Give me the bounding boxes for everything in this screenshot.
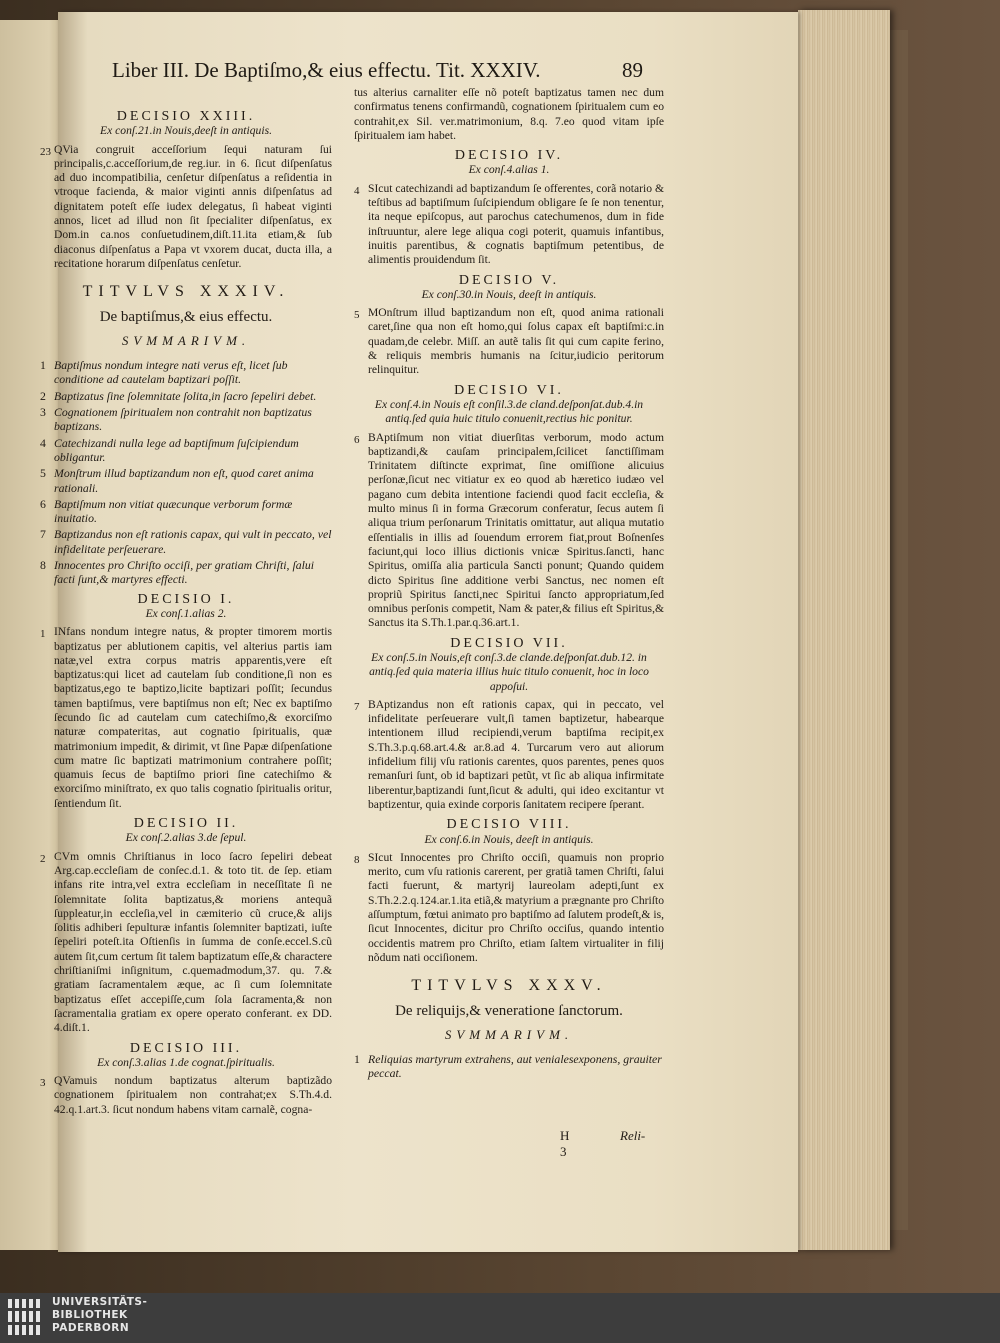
decisio-source: Ex conſ.1.alias 2. <box>145 606 227 620</box>
item-number: 7 <box>40 527 46 542</box>
margin-number: 6 <box>354 433 360 446</box>
decisio-source: Ex conſ.6.in Nouis, deeſt in antiquis. <box>424 832 594 846</box>
margin-number: 3 <box>40 1077 46 1090</box>
library-line-3: PADERBORN <box>52 1322 130 1334</box>
item-text: Baptizandus non eſt rationis capax, qui vult in peccato, vel infidelitate perſeuerare. <box>54 527 332 556</box>
catchword: Reli- <box>620 1128 646 1143</box>
item-number: 8 <box>40 558 46 573</box>
item-number: 1 <box>40 358 46 373</box>
item-number: 5 <box>40 466 46 481</box>
summarium-item <box>40 558 332 587</box>
decisio-paragraph <box>354 306 664 377</box>
item-number: 2 <box>40 388 46 403</box>
decisio-heading: DECISIO I. <box>137 591 235 607</box>
decisio-paragraph <box>40 1074 332 1117</box>
signature-mark: H 3 <box>560 1128 570 1159</box>
margin-number: 7 <box>354 700 360 713</box>
decisio-heading: DECISIO II. <box>133 816 239 832</box>
summarium-item <box>40 389 332 403</box>
running-header <box>112 58 652 83</box>
page-number: 89 <box>622 58 643 82</box>
decisio-source: Ex conſ.21.in Nouis,deeſt in antiquis. <box>100 124 272 138</box>
titulus-subtitle: De reliquijs,& veneratione ſanctorum. <box>395 1002 623 1019</box>
item-number: 6 <box>40 496 46 511</box>
summarium-item <box>40 358 332 387</box>
decisio-text: QVamuis nondum baptizatus alterum baptizãdo cognationem ſpiritualem non contrahat;ex S.Th.4.d. 42.q.1.art.3. ſicut nondum habens vitam carnalẽ, cogna- <box>54 1074 332 1116</box>
right-column <box>354 86 664 1083</box>
decisio-paragraph <box>354 851 664 965</box>
decisio-heading: DECISIO III. <box>129 1040 243 1056</box>
library-line-1: UNIVERSITÄTS- <box>52 1296 148 1308</box>
decisio-paragraph <box>40 850 332 1036</box>
decisio-text: SIcut catechizandi ad baptizandum ſe offerentes, corã notario & teſtibus ad baptiſmum ſuſcipiendum obligare ſe ſe non tenentur, ita neque epiſcopus, aut parochus catechumenos, dum in fide inſtruuntur, alere lege aliqua cogi poterit, quamuis infantibus, inuitis parentibus, & cognatis baptiſmum petentibus, de alimentis prouidendum ſit. <box>368 181 664 267</box>
item-number: 4 <box>40 435 46 450</box>
decisio-text: INfans nondum integre natus, & propter timorem mortis baptizatus per ablutionem capitis, vel alterius partis iam natæ,vel extra corpus matris apparentis,vere eſt baptizatus:qui licet ad cautelam ſub conditione,ſi non es baptizatus,ego te baptizo,licite baptizari poſſit; ſecundus tamen baptiſmus, vere baptiſmus non eſt; Nec ex baptiſmo ſecundo ſic ad cautelam cum catechiſmo,& exorciſmo naturæ compateritas, aut cognatio ſpiritualis, quæ matrimonium impedit, & dirimit, vt ſine Papæ diſpenſatione cum matre ſic baptizati matrimonium contrahere poſſit; quamuis ſecus de baptiſmo priori ſine catechiſmo & exorciſmo miniſtrato, ex quo talis cognatio ſpiritualis oritur, ſentiendum ſit. <box>54 625 332 810</box>
decisio-source: Ex conſ.2.alias 3.de ſepul. <box>125 831 247 845</box>
decisio-paragraph <box>40 625 332 811</box>
decisio-text: CVm omnis Chriſtianus in loco ſacro ſepeliri debeat Arg.cap.eccleſiam de conſec.d.1. & toto tit. de ſep. etiam infans rite intra,vel extra eccleſiam in neceſſitate ſi ne ſolemnitate ſolita baptizatus,& moriens antequã ſuppleatur,in eccleſia,vel in cæmiterio cũ cruce,& alijs ſolitis adhiberi ſepulturæ infantis ſolemniter baptizati, iuſte ſepeliri poteſt.ita Oſtienſis in ſumma de conſe.eccel.S.cũ autem ſit,cum certum ſit talem baptizatum eſſe,& characterе chriſtianiſmi inſignitum, c.quemadmodum,37. qu. 7.& gratiam ſacramentalem æque, ac ſi cum ſolemnitate baptizatus eſſet accepiſſe,cum ſola ſacramenta,& non ſacramentalia gratiam ex opere operato conferant. ex DD. 4.diſt.1. <box>54 849 332 1035</box>
summarium-item <box>354 1052 664 1081</box>
summarium-item <box>40 527 332 556</box>
decisio-source: Ex conſ.5.in Nouis,eſt conſ.3.de clande.deſponſat.dub.12. in antiq.ſed quia materia illius huic titulo conuenit, hoc in loco appoſui. <box>369 650 649 693</box>
decisio-heading: DECISIO IV. <box>454 148 564 164</box>
library-footer-bar <box>0 1293 1000 1343</box>
decisio-source: Ex conſ.4.alias 1. <box>468 163 550 177</box>
summarium-item <box>40 466 332 495</box>
summarium-item <box>40 436 332 465</box>
summarium-heading: SVMMARIVM. <box>121 332 251 348</box>
item-text: Innocentes pro Chriſto occiſi, per gratiam Chriſti, ſalui facti ſunt,& martyres effecti. <box>54 558 315 587</box>
decisio-heading: DECISIO VIII. <box>446 817 572 833</box>
library-logo-icon <box>6 1296 46 1338</box>
summarium-heading: SVMMARIVM. <box>444 1026 574 1042</box>
continuation-text: tus alterius carnaliter eſſe nõ poteſt baptizatus tamen nec dum confirmatus tenens confirmandũ, cognationem ſpiritualem cum eo contrahit,ex Sil. ver.matrimonium, 8.q. 7.eo quod vitam ipſe ſpiritualem iam habet. <box>354 86 664 142</box>
decisio-paragraph <box>354 431 664 631</box>
margin-number: 4 <box>354 184 360 197</box>
item-text: Cognationem ſpiritualem non contrahit non baptizatus baptizans. <box>54 405 312 434</box>
margin-number: 2 <box>40 852 46 865</box>
margin-number: 8 <box>354 853 360 866</box>
summarium-item <box>40 405 332 434</box>
decisio-heading: DECISIO VI. <box>454 382 564 398</box>
decisio-text: MOnſtrum illud baptizandum non eſt, quod anima rationali caret,ſine qua non eſt homo,qui ſolus capax eſt baptiſmi:c.in quadam,de celebr. Miſſ. an autẽ talis ſit qui cum capite ferino, & reliquis membris humanis na ſcitur,iudicio peritorum relinquitur. <box>368 306 664 377</box>
decisio-text: BAptizandus non eſt rationis capax, qui in peccato, vel infidelitate perſeuerare vult,ſi tamen baptizetur, habearque intentionem illud recipiendi,verum baptiſma recipit,ex S.Th.3.p.q.68.art.4.& ar.8.ad 4. Turcarum vero aut aliorum infidelium filij vſu rationis carentes, quos parentes, penes quos remanſuri ſunt, ob id baptizari petũt, vt ſic ab aliqua infirmitate liberentur,baptizandi ſunt,ſicut & adulti, qui ideo excitantur vt baptizentur, quia exinde corporis ſanitatem recipere ſperant. <box>368 697 664 811</box>
decisio-heading: DECISIO XXIII. <box>116 109 256 124</box>
item-text: Reliquias martyrum extrahens, aut venialesexponens, grauiter peccat. <box>368 1052 662 1081</box>
item-number: 3 <box>40 405 46 420</box>
decisio-paragraph <box>40 143 332 272</box>
page-edges <box>798 10 890 1250</box>
margin-number: 1 <box>40 628 46 641</box>
item-text: Monſtrum illud baptizandum non eſt, quod caret anima rationali. <box>54 466 314 495</box>
item-text: Baptizatus ſine ſolemnitate ſolita,in ſacro ſepeliri debet. <box>54 388 317 403</box>
titulus-heading: TITVLVS XXXIV. <box>82 283 290 301</box>
left-column <box>40 104 332 1123</box>
decisio-source: Ex conſ.4.in Nouis eſt conſil.3.de cland.deſponſat.dub.4.in antiq.ſed quia huic titulo conuenit,rectius hic ponitur. <box>374 397 644 426</box>
decisio-text: SIcut Innocentes pro Chriſto occiſi, quamuis non proprio merito, cum vſu rationis carerent, per gratiã tamen Chriſti, ſalui facti fuerunt, & martyrij laureolam adepti,ſunt ex S.Th.2.2.q.124.ar.1.ita etiã,& matyrium a prægnante pro Chriſto aſſumptum, fœtui animato pro baptiſmo ad ſalutem prodeſt,& is, ſicut Innocentes, dicitur pro Chriſto occiſus, quando intentio occidentis matrem pro Chriſto, etiam ſaltem virtualiter in filij nõdum nati occiſionem. <box>368 850 664 964</box>
decisio-source: Ex conſ.30.in Nouis, deeſt in antiquis. <box>421 287 597 301</box>
library-line-2: BIBLIOTHEK <box>52 1309 128 1321</box>
margin-number: 5 <box>354 309 360 322</box>
item-text: Catechizandi nulla lege ad baptiſmum ſuſcipiendum obligantur. <box>54 435 299 464</box>
item-text: Baptiſmus nondum integre nati verus eſt, licet ſub conditione ad cautelam baptizari poſſit. <box>54 358 288 387</box>
decisio-text: QVia congruit acceſſorium ſequi naturam ſui principalis,c.acceſſorium,de reg.iur. in 6. ſicut diſpenſatus ad duo incompatibilia, cenſetur diſpenſatus a reſidentia in vtroque facienda, & maior viginti annis diſpenſatus ad dignitatem poteſt eſſe iudex delegatus, ſi habeat viginti annos, licet ad illud non ſit ſpecialiter diſpenſatus, ex Dom.in ca.nos conſuetudinem,diſt.11.ita etiam,& ſub diaconus diſpenſatus a Papa vt vxorem ducat, ducta illa, a recitatione horarum diſpenſatus cenſetur. <box>54 142 332 270</box>
decisio-heading: DECISIO V. <box>458 272 560 288</box>
margin-number: 23 <box>40 145 51 158</box>
running-title: Liber III. De Baptiſmo,& eius effectu. Tit. XXXIV. <box>112 58 541 82</box>
decisio-paragraph <box>354 182 664 268</box>
library-name <box>52 1296 147 1335</box>
decisio-source: Ex conſ.3.alias 1.de cognat.ſpiritualis. <box>97 1055 275 1069</box>
decisio-text: BAptiſmum non vitiat diuerſitas verborum, modo actum baptizandi,& cauſam principalem,ſcilicet ſanctiſſimam Trinitatem diſtincte exprimat, ſine omiſſione alicuius perſonæ,ſicut nec vitiatur ex eo quod ab hæretico iudæo vel pagano cum debita intentione faciendi quod facit eccleſia, & multo minus ſi in forma Græcorum conferatur, ſecus autem ſi aliqua trium perſonarum Trinitatis omittatur, aut aliqua mutatio eſſentialis in illis ad ſouendum errorem fiat,prout Boſnenſes faciunt,qui loco illius dictionis vnicæ Spiritus.ſancti, hanc Spiritus, omiſſa alia particula Sancti ponunt; Quando quidem dicto Spiritus ſine additione verbi Sanctus, nec nomen eſt propriũ Spiritus ſancti,nec Spiritui ſancto appropriatum,ſed omnibus perſonis competit, Nam & pater,& filius eſt Spiritus,& Sanctus ita S.Th.1.par.q.36.art.1. <box>368 430 664 630</box>
decisio-paragraph <box>354 698 664 812</box>
titulus-heading: TITVLVS XXXV. <box>411 977 607 995</box>
binding-shadow <box>890 30 908 1230</box>
summarium-item <box>40 497 332 526</box>
item-number: 1 <box>354 1052 360 1067</box>
titulus-subtitle: De baptiſmus,& eius effectu. <box>99 308 273 325</box>
item-text: Baptiſmum non vitiat quæcunque verborum formæ inuitatio. <box>54 496 293 526</box>
decisio-heading: DECISIO VII. <box>450 635 568 651</box>
